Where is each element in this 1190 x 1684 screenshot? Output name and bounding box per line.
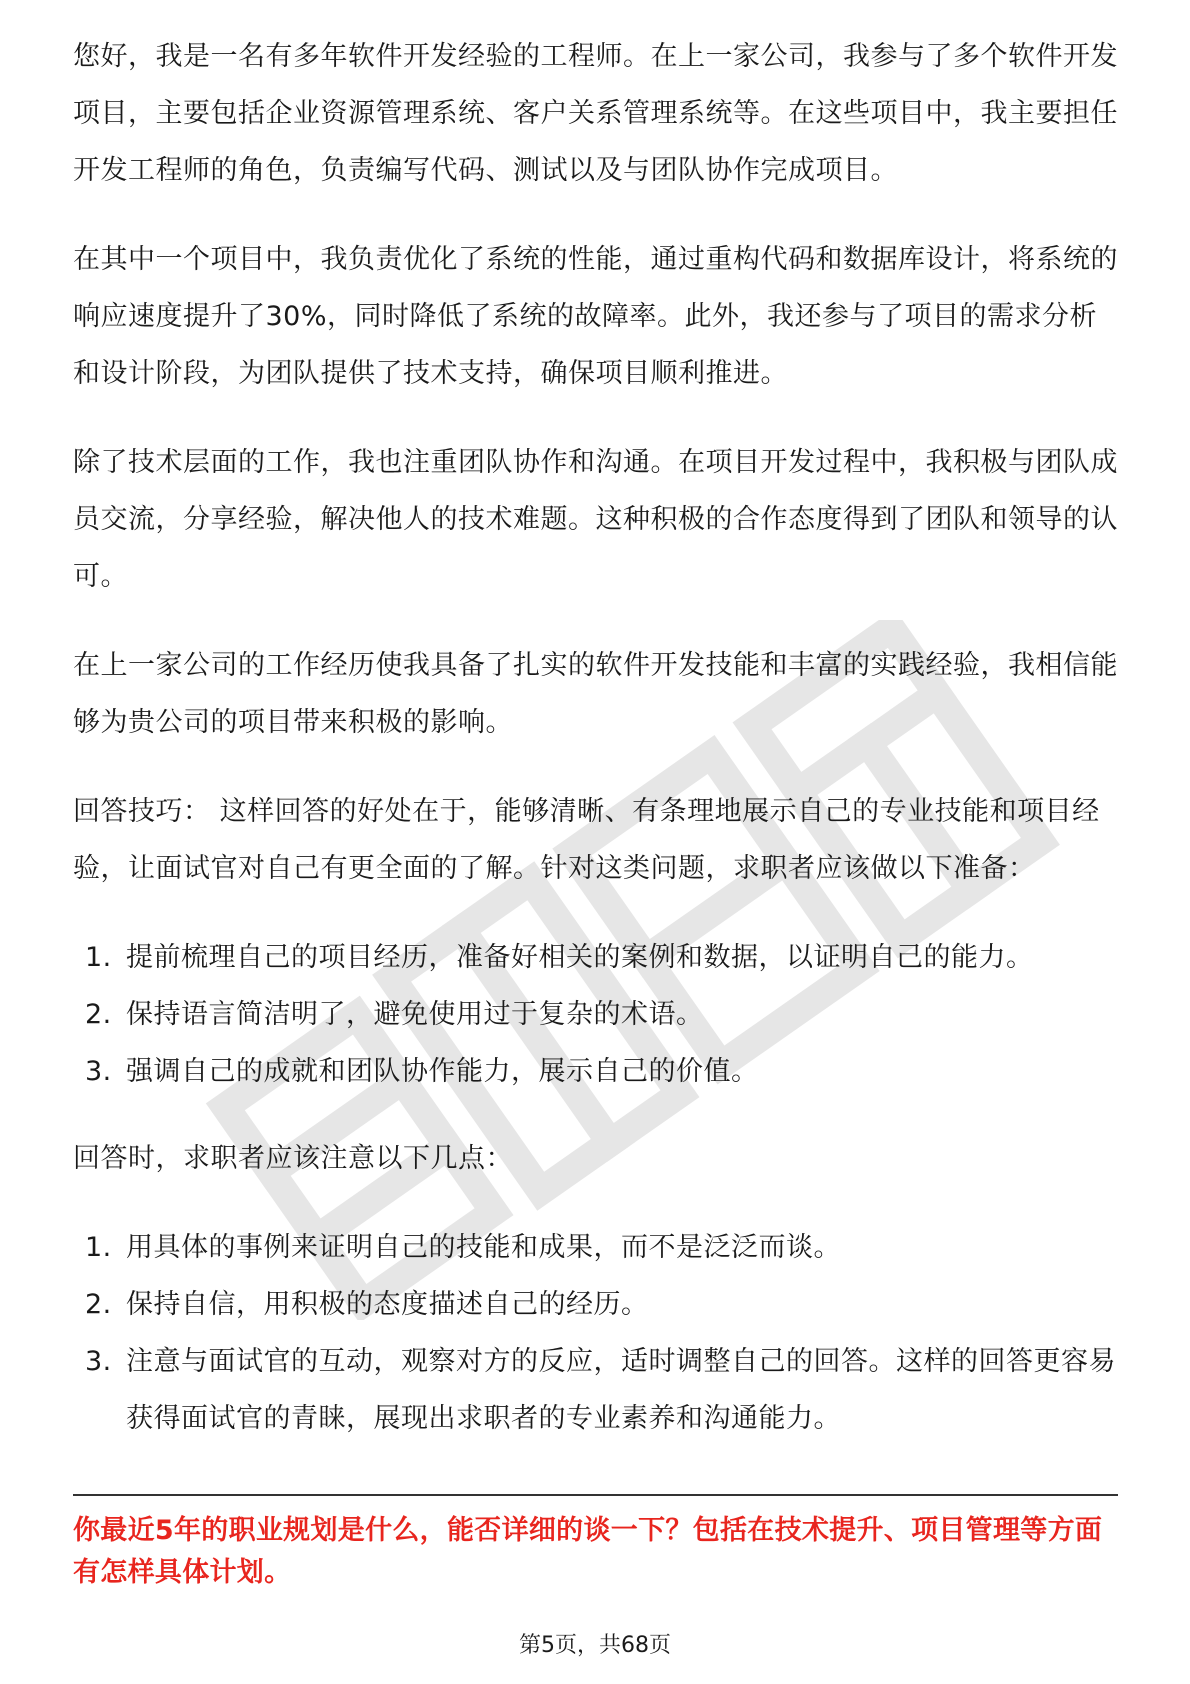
list-item: 1. 提前梳理自己的项目经历，准备好相关的案例和数据，以证明自己的能力。	[85, 942, 1034, 973]
answer-tips-paragraph: 回答技巧： 这样回答的好处在于，能够清晰、有条理地展示自己的专业技能和项目经验，让面试官对自己有更全面的了解。针对这类问题，求职者应该做以下准备：	[73, 796, 1100, 884]
body-paragraph-intro: 您好，我是一名有多年软件开发经验的工程师。在上一家公司，我参与了多个软件开发项目，主要包括企业资源管理系统、客户关系管理系统等。在这些项目中，我主要担任开发工程师的角色，负责编写代码、测试以及与团队协作完成项目。	[73, 41, 1118, 186]
list-item: 1. 用具体的事例来证明自己的技能和成果，而不是泛泛而谈。	[85, 1232, 841, 1263]
body-paragraph-performance: 在其中一个项目中，我负责优化了系统的性能，通过重构代码和数据库设计，将系统的响应速度提升了30%，同时降低了系统的故障率。此外，我还参与了项目的需求分析和设计阶段，为团队提供了技术支持，确保项目顺利推进。	[73, 244, 1118, 389]
notes-intro: 回答时，求职者应该注意以下几点：	[73, 1143, 513, 1174]
body-paragraph-conclusion: 在上一家公司的工作经历使我具备了扎实的软件开发技能和丰富的实践经验，我相信能够为贵公司的项目带来积极的影响。	[73, 650, 1118, 738]
body-paragraph-teamwork: 除了技术层面的工作，我也注重团队协作和沟通。在项目开发过程中，我积极与团队成员交流，分享经验，解决他人的技术难题。这种积极的合作态度得到了团队和领导的认可。	[73, 447, 1118, 592]
list-item: 2. 保持自信，用积极的态度描述自己的经历。	[85, 1289, 649, 1320]
notes-list	[73, 1219, 1118, 1447]
section-divider	[73, 1494, 1118, 1496]
list-item: 2. 保持语言简洁明了，避免使用过于复杂的术语。	[85, 999, 704, 1030]
next-question-heading: 你最近5年的职业规划是什么，能否详细的谈一下？包括在技术提升、项目管理等方面有怎样具体计划。	[73, 1515, 1103, 1588]
list-item: 3. 强调自己的成就和团队协作能力，展示自己的价值。	[85, 1056, 759, 1087]
main-content	[73, 28, 1118, 1477]
list-item: 3. 注意与面试官的互动，观察对方的反应，适时调整自己的回答。这样的回答更容易获得面试官的青睐，展现出求职者的专业素养和沟通能力。	[85, 1346, 1116, 1434]
page-number: 第5页，共68页	[519, 1633, 671, 1658]
preparation-list	[73, 929, 1118, 1100]
page-top-crop	[0, 0, 1190, 28]
